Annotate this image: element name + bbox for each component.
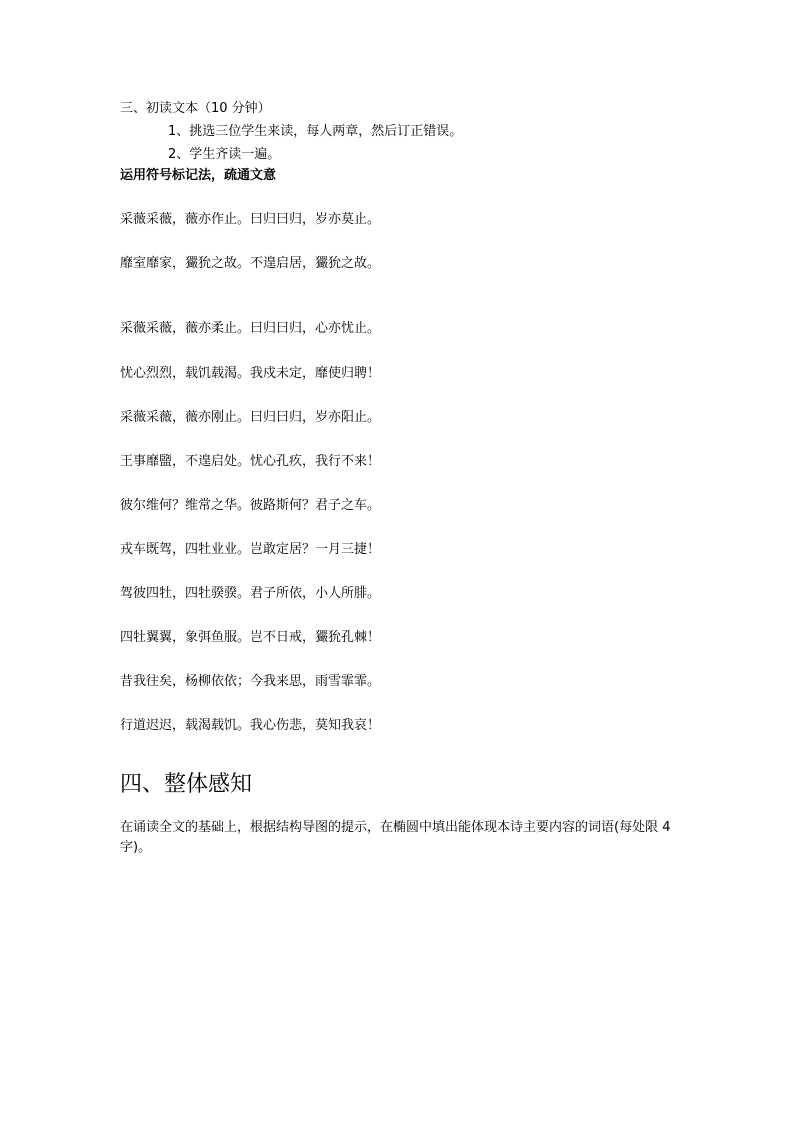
poem-line-12: 行道迟迟，载渴载饥。我心伤悲，莫知我哀！ bbox=[120, 718, 381, 733]
step-2: 2、学生齐读一遍。 bbox=[168, 147, 281, 162]
poem-line-9: 驾彼四牡，四牡骙骙。君子所依，小人所腓。 bbox=[120, 586, 381, 601]
section4-instruction: 在诵读全文的基础上，根据结构导图的提示，在椭圆中填出能体现本诗主要内容的词语(每处限 4字)。 bbox=[120, 820, 671, 855]
poem-line-7: 彼尔维何？维常之华。彼路斯何？君子之车。 bbox=[120, 498, 381, 513]
method-heading: 运用符号标记法，疏通文意 bbox=[120, 168, 277, 183]
step-1: 1、挑选三位学生来读，每人两章，然后订正错误。 bbox=[168, 124, 463, 139]
poem-line-8: 戎车既驾，四牡业业。岂敢定居？一月三捷！ bbox=[120, 542, 381, 557]
poem-line-4: 忧心烈烈，载饥载渴。我戍未定，靡使归聘！ bbox=[120, 366, 381, 381]
poem-line-10: 四牡翼翼，象弭鱼服。岂不日戒，玁狁孔棘！ bbox=[120, 630, 381, 645]
section3-title: 三、初读文本（10 分钟） bbox=[120, 101, 271, 116]
poem-line-1: 采薇采薇，薇亦作止。曰归曰归，岁亦莫止。 bbox=[120, 212, 381, 227]
poem-line-3: 采薇采薇，薇亦柔止。曰归曰归，心亦忧止。 bbox=[120, 321, 381, 336]
poem-line-6: 王事靡盬，不遑启处。忧心孔疚，我行不来！ bbox=[120, 454, 381, 469]
poem-line-2: 靡室靡家，玁狁之故。不遑启居，玁狁之故。 bbox=[120, 256, 381, 271]
poem-line-5: 采薇采薇，薇亦刚止。曰归曰归，岁亦阳止。 bbox=[120, 410, 381, 425]
poem-line-11: 昔我往矣，杨柳依依；今我来思，雨雪霏霏。 bbox=[120, 674, 381, 689]
section4-title: 四、整体感知 bbox=[120, 772, 253, 797]
